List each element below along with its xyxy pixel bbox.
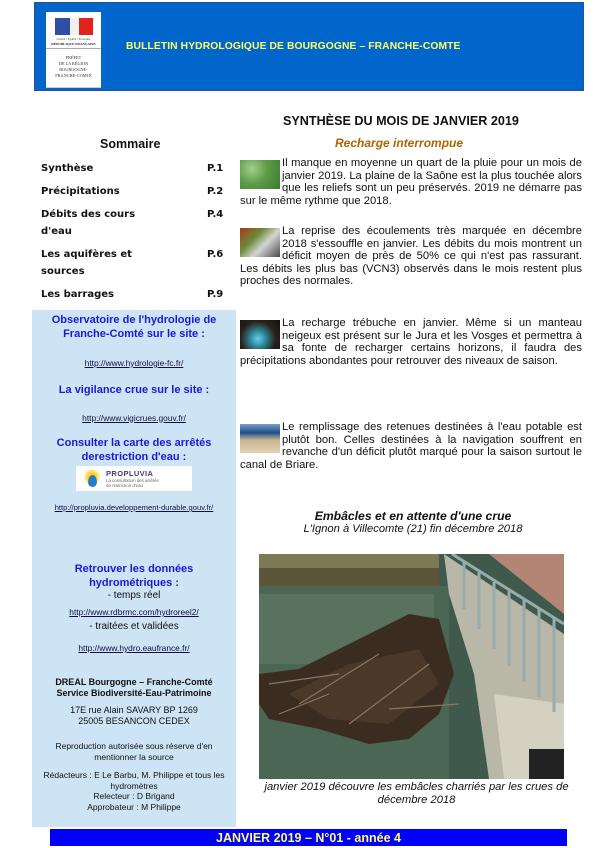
paragraph-debits <box>240 225 582 288</box>
paragraph-text: Le remplissage des retenues destinées à l'eau potable est plutôt bon. Celles destinées à la navigation souffrent en revanche d'un déficit plutôt marqué pour la saison surtout le canal de Briare. <box>240 421 582 471</box>
info-panel <box>32 310 236 827</box>
toc-item-page: P.4 <box>207 209 224 220</box>
photo-location: L'Ignon à Villecomte (21) fin décembre 2018 <box>303 523 523 535</box>
paragraph-text: Il manque en moyenne un quart de la pluie pour un mois de janvier 2019. La plaine de la Saône est la plus touchée alors que les reliefs sont un peu préservés. 2019 ne démarre pas sur le même rythme que 2018. <box>240 157 582 207</box>
toc-item-label: Les barrages <box>41 289 114 300</box>
toc-item-debits[interactable] <box>41 206 229 240</box>
cave-thumbnail-icon <box>240 320 280 349</box>
reservoir-thumbnail-icon <box>240 424 280 453</box>
bulletin-title: BULLETIN HYDROLOGIQUE DE BOURGOGNE – FRANCHE-COMTE <box>126 41 461 52</box>
vigicrues-link[interactable]: http://www.vigicrues.gouv.fr/ <box>82 412 186 423</box>
logo-republic: RÉPUBLIQUE FRANÇAISE <box>51 42 96 46</box>
donnees-heading: Retrouver les données hydrométriques : <box>74 563 194 589</box>
paragraph-precipitations <box>240 157 582 207</box>
toc-item-aquiferes[interactable] <box>41 246 229 280</box>
toc-item-label: Débits des cours d'eau <box>41 209 136 237</box>
propluvia-link[interactable]: http://propluvia.developpement-durable.gouv.fr/ <box>54 503 214 512</box>
dreal-address-city: 25005 BESANCON CEDEX <box>78 716 190 726</box>
toc-item-label: Précipitations <box>41 186 120 197</box>
temps-reel-label: - temps réel <box>107 590 161 601</box>
paragraph-aquiferes <box>240 317 582 367</box>
toc-item-page: P.6 <box>207 249 224 260</box>
redacteurs: Rédacteurs : E Le Barbu, M. Philippe et tous les hydromètres <box>43 770 225 791</box>
toc-item-precipitations[interactable] <box>41 183 229 200</box>
validees-label: - traitées et validées <box>89 621 179 632</box>
observatoire-heading: Observatoire de l'hydrologie de Franche-Comté sur le site : <box>51 314 217 340</box>
photo-caption: janvier 2019 découvre les embâcles charriés par les crues de décembre 2018 <box>264 781 569 806</box>
propluvia-logo[interactable] <box>76 466 192 491</box>
bulletin-header <box>34 2 584 91</box>
paragraph-barrages <box>240 421 582 471</box>
toc-item-barrages[interactable] <box>41 286 229 303</box>
prefecture-logo <box>46 12 101 88</box>
rdbrmc-link[interactable]: http://www.rdbrmc.com/hydroreel2/ <box>69 607 199 617</box>
observatoire-link[interactable]: http://www.hydrologie-fc.fr/ <box>84 358 184 368</box>
toc-item-page: P.1 <box>207 163 224 174</box>
logo-prefet: PRÉFET DE LA RÉGION BOURGOGNE- FRANCHE-COMTÉ <box>55 55 92 78</box>
arretes-heading: Consulter la carte des arrêtés derestriction d'eau : <box>56 437 212 463</box>
synthese-subtitle: Recharge interrompue <box>335 136 464 150</box>
issue-label: JANVIER 2019 – N°01 - année 4 <box>216 831 401 845</box>
photo-heading-block <box>240 509 586 535</box>
reproduction-notice: Reproduction autorisée sous réserve d'en mentionner la source <box>55 741 213 762</box>
river-thumbnail-icon <box>240 228 280 257</box>
relecteur: Relecteur : D Brigand <box>93 791 175 801</box>
issue-footer <box>50 829 567 846</box>
toc-item-page: P.9 <box>207 289 224 300</box>
toc-item-label: Synthèse <box>41 163 94 174</box>
embacles-photo <box>259 554 564 779</box>
paragraph-text: La reprise des écoulements très marquée en décembre 2018 s'essouffle en janvier. Les débits du mois montrent un déficit moyen de près de 50% ce qui n'est pas rassurant. Les débits les plus bas (VCN3) observés dans le mois restent plus proches des normales. <box>240 225 582 288</box>
vigilance-heading: La vigilance crue sur le site : <box>58 384 210 396</box>
paragraph-text: La recharge trébuche en janvier. Même si un manteau neigeux est présent sur le Jura et les Vosges et permettra à sa fonte de recharger certains horizons, il faudra des précipitations abondantes pour retrouver des niveaux de saison. <box>240 317 582 367</box>
logo-motto: Liberté • Égalité • Fraternité <box>56 37 91 41</box>
toc-item-label: Les aquifères et sources <box>41 249 132 277</box>
propluvia-logo-subtitle: La consultation des arrêtés de restriction d'eau <box>106 478 159 488</box>
dreal-service: Service Biodiversité-Eau-Patrimoine <box>56 688 212 698</box>
toc-item-page: P.2 <box>207 186 224 197</box>
dreal-address-street: 17E rue Alain SAVARY BP 1269 <box>70 705 198 715</box>
synthese-title: SYNTHÈSE DU MOIS DE JANVIER 2019 <box>283 114 519 128</box>
propluvia-logo-title: PROPLUVIA <box>106 469 154 478</box>
marianne-flag-icon <box>55 18 93 35</box>
toc-item-synthese[interactable] <box>41 160 229 177</box>
photo-heading: Embâcles et en attente d'une crue <box>314 509 512 523</box>
table-of-contents <box>41 160 229 309</box>
river-bridge-illustration <box>259 554 564 779</box>
water-drop-icon <box>88 475 97 487</box>
sommaire-title: Sommaire <box>100 137 161 151</box>
rain-thumbnail-icon <box>240 160 280 189</box>
approbateur: Approbateur : M Philippe <box>87 801 181 812</box>
hydro-eaufrance-link[interactable]: http://www.hydro.eaufrance.fr/ <box>78 643 190 653</box>
dreal-name: DREAL Bourgogne – Franche-Comté <box>55 677 213 687</box>
